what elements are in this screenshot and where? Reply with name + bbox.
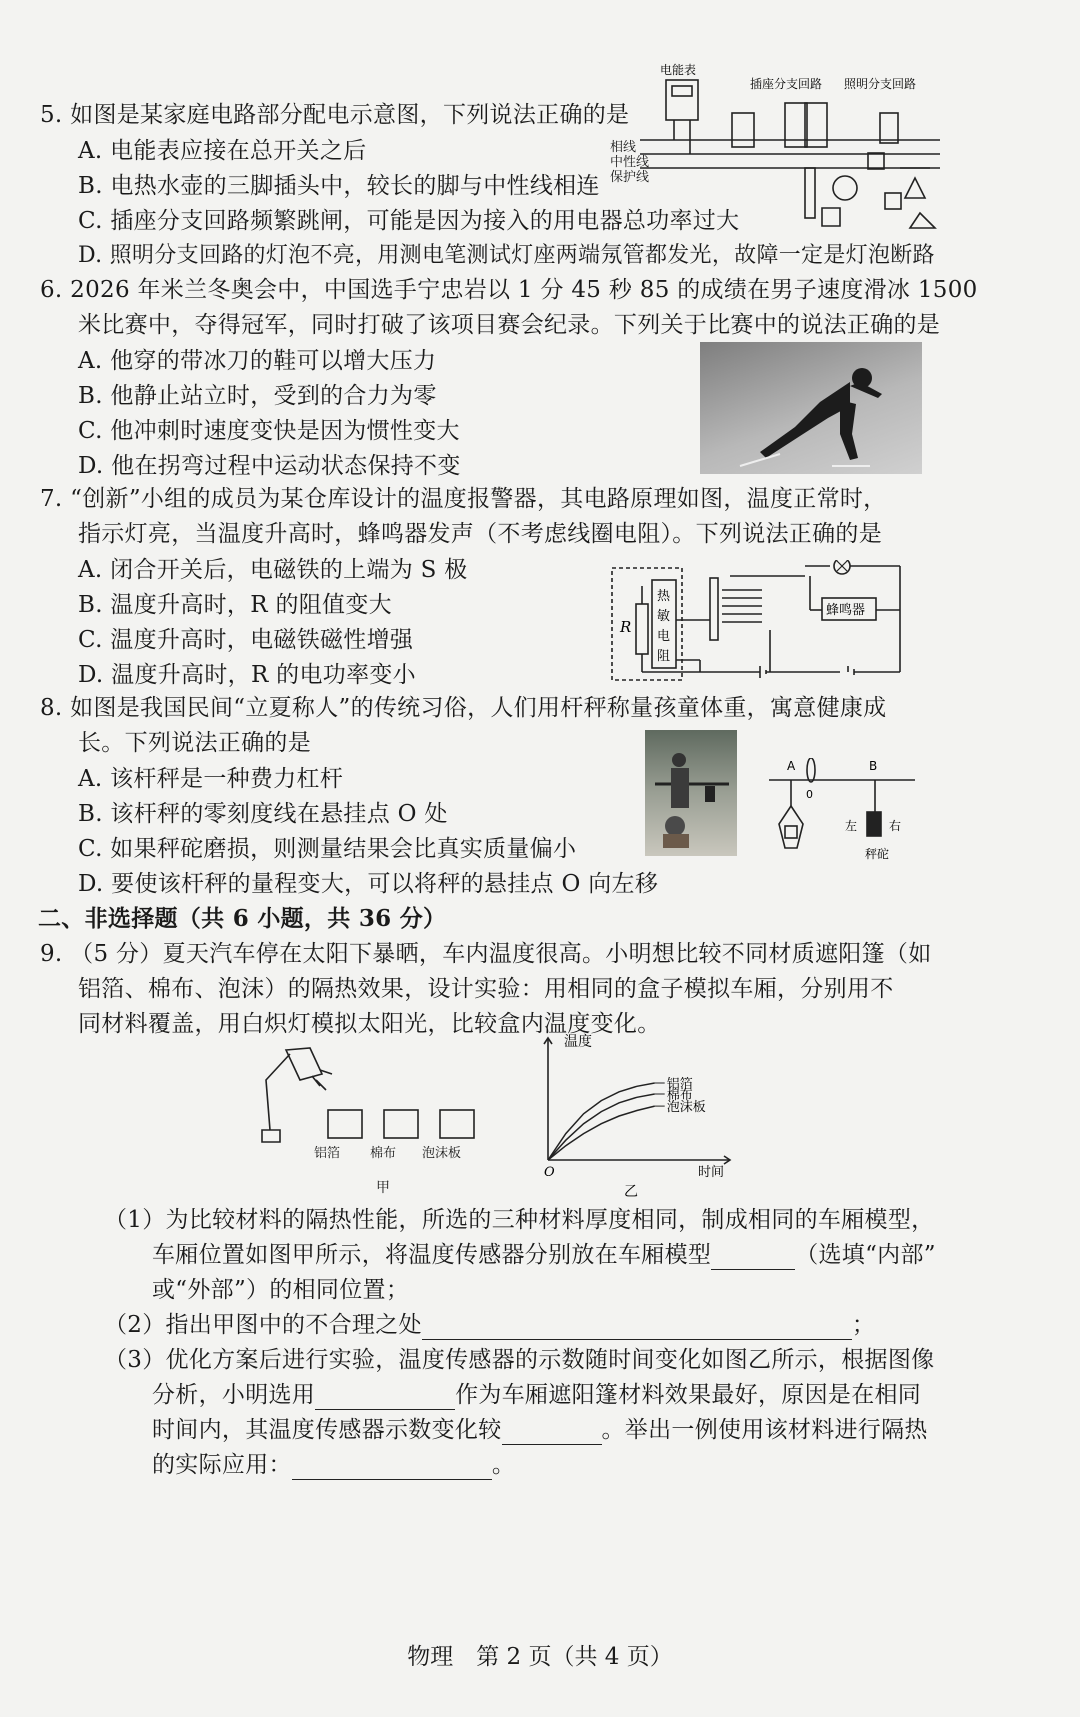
q8-option-b: B. 该杆秤的零刻度线在悬挂点 O 处 bbox=[78, 801, 448, 827]
q6-option-a: A. 他穿的带冰刀的鞋可以增大压力 bbox=[78, 348, 437, 374]
fig-yi-chart bbox=[530, 1030, 780, 1202]
q9-sub3-line3 bbox=[152, 1415, 928, 1445]
series-line-3 bbox=[548, 1106, 655, 1160]
q9-sub3-line3-text: 时间内，其温度传感器示数变化较 bbox=[152, 1417, 502, 1443]
q9-sub3-material-blank[interactable] bbox=[315, 1385, 455, 1410]
box-label-cotton: 棉布 bbox=[370, 1146, 397, 1161]
q9-stem-line3: 同材料覆盖，用白炽灯模拟太阳光，比较盒内温度变化。 bbox=[78, 1011, 661, 1037]
fig-jia-caption: 甲 bbox=[376, 1180, 390, 1196]
q9-sub3-line4 bbox=[152, 1450, 515, 1480]
q9-sub2-suffix: ； bbox=[851, 1312, 876, 1338]
weighing-custom-photo bbox=[645, 730, 737, 856]
resistor-r-label: R bbox=[620, 618, 632, 636]
speed-skater-photo bbox=[700, 342, 922, 474]
box-label-foam: 泡沫板 bbox=[422, 1146, 462, 1161]
series-label-3: 泡沫板 bbox=[666, 1100, 706, 1116]
q9-sub3-line2-text: 分析，小明选用 bbox=[152, 1382, 316, 1408]
q9-sub3-line3-suffix: 。举出一例使用该材料进行隔热 bbox=[601, 1417, 928, 1443]
q9-sub3-change-blank[interactable] bbox=[502, 1420, 602, 1445]
q8-option-c: C. 如果秤砣磨损，则测量结果会比真实质量偏小 bbox=[78, 836, 577, 862]
q5-option-a: A. 电能表应接在总开关之后 bbox=[78, 138, 367, 164]
q5-option-c: C. 插座分支回路频繁跳闸，可能是因为接入的用电器总功率过大 bbox=[78, 208, 740, 234]
lamp-and-boxes-drawing bbox=[250, 1040, 510, 1190]
q7-stem-line2: 指示灯亮，当温度升高时，蜂鸣器发声（不考虑线圈电阻）。下列说法正确的是 bbox=[78, 521, 882, 547]
q8-option-a: A. 该杆秤是一种费力杠杆 bbox=[78, 766, 344, 792]
q6-stem-line1: 6. 2026 年米兰冬奥会中，中国选手宁忠岩以 1 分 45 秒 85 的成绩在男子速度滑冰 1500 bbox=[40, 277, 978, 303]
thermistor-char-1: 热 bbox=[657, 589, 671, 604]
q5-stem: 5. 如图是某家庭电路部分配电示意图，下列说法正确的是 bbox=[40, 102, 630, 128]
q6-option-b: B. 他静止站立时，受到的合力为零 bbox=[78, 383, 437, 409]
buzzer-label: 蜂鸣器 bbox=[826, 603, 866, 618]
q5-option-d: D. 照明分支回路的灯泡不亮，用测电笔测试灯座两端氖管都发光，故障一定是灯泡断路 bbox=[78, 243, 935, 268]
q8-stem-line1: 8. 如图是我国民间“立夏称人”的传统习俗，人们用杆秤称量孩童体重，寓意健康成 bbox=[40, 695, 887, 721]
q9-sub1-line2-text: 车厢位置如图甲所示，将温度传感器分别放在车厢模型 bbox=[152, 1242, 712, 1268]
fig-yi-caption: 乙 bbox=[624, 1184, 638, 1200]
neutral-wire-label: 中性线 bbox=[610, 155, 650, 170]
q9-sub1-line2-suffix: （选填“内部” bbox=[795, 1242, 936, 1268]
x-axis-label: 时间 bbox=[698, 1165, 725, 1180]
box-label-foil: 铝箔 bbox=[314, 1146, 341, 1161]
socket-branch-label: 插座分支回路 bbox=[750, 77, 823, 91]
q7-option-a: A. 闭合开关后，电磁铁的上端为 S 极 bbox=[78, 557, 468, 583]
q9-sub1-line2 bbox=[152, 1240, 936, 1270]
q9-sub1-line1: （1）为比较材料的隔热性能，所选的三种材料厚度相同，制成相同的车厢模型， bbox=[104, 1207, 935, 1233]
thermistor-char-4: 阻 bbox=[657, 649, 671, 664]
q6-option-c: C. 他冲刺时速度变快是因为惯性变大 bbox=[78, 418, 460, 444]
q9-sub1-line3: 或“外部”）的相同位置； bbox=[152, 1277, 410, 1303]
q6-stem-line2: 米比赛中，夺得冠军，同时打破了该项目赛会纪录。下列关于比赛中的说法正确的是 bbox=[78, 312, 941, 338]
q5-option-b: B. 电热水壶的三脚插头中，较长的脚与中性线相连 bbox=[78, 173, 600, 199]
q7-option-c: C. 温度升高时，电磁铁磁性增强 bbox=[78, 627, 414, 653]
q8-steelyard-diagram bbox=[765, 758, 925, 866]
q6-option-d: D. 他在拐弯过程中运动状态保持不变 bbox=[78, 453, 461, 479]
meter-label: 电能表 bbox=[660, 63, 697, 77]
series-label-1: 铝箔 bbox=[666, 1077, 693, 1092]
origin-label: O bbox=[544, 1165, 555, 1180]
thermistor-char-3: 电 bbox=[657, 629, 671, 644]
point-b-label: B bbox=[869, 759, 878, 773]
q9-stem-line1: 9. （5 分）夏天汽车停在太阳下暴晒，车内温度很高。小明想比较不同材质遮阳篷（如 bbox=[40, 941, 932, 967]
series-line-2 bbox=[548, 1094, 655, 1160]
weight-label: 秤砣 bbox=[865, 847, 890, 861]
ground-wire-label: 保护线 bbox=[610, 170, 650, 185]
q7-stem-line1: 7. “创新”小组的成员为某仓库设计的温度报警器，其电路原理如图，温度正常时， bbox=[40, 486, 887, 512]
right-label: 右 bbox=[889, 819, 902, 833]
y-axis-label: 温度 bbox=[564, 1034, 592, 1050]
q9-stem-line2: 铝箔、棉布、泡沫）的隔热效果，设计实验：用相同的盒子模拟车厢，分别用不 bbox=[78, 976, 894, 1002]
point-a-label: A bbox=[787, 759, 796, 773]
q9-sub3-line2 bbox=[152, 1380, 921, 1410]
q9-sub2-text: （2）指出甲图中的不合理之处 bbox=[104, 1312, 422, 1338]
q9-sub3-application-blank[interactable] bbox=[292, 1455, 492, 1480]
q8-stem-line2: 长。下列说法正确的是 bbox=[78, 730, 311, 756]
q9-sub3-line2-suffix: 作为车厢遮阳篷材料效果最好，原因是在相同 bbox=[455, 1382, 922, 1408]
q9-sub3-line4-suffix: 。 bbox=[491, 1452, 516, 1478]
left-label: 左 bbox=[845, 819, 858, 833]
q7-option-b: B. 温度升高时，R 的阻值变大 bbox=[78, 592, 392, 618]
point-o-label: 0 bbox=[806, 788, 813, 801]
series-label-2: 棉布 bbox=[666, 1088, 693, 1103]
live-wire-label: 相线 bbox=[610, 140, 637, 155]
q7-option-d: D. 温度升高时，R 的电功率变小 bbox=[78, 662, 416, 688]
household-circuit-diagram bbox=[640, 58, 960, 238]
section2-heading: 二、非选择题（共 6 小题，共 36 分） bbox=[38, 905, 447, 932]
q7-alarm-circuit bbox=[610, 560, 910, 684]
fig-jia-setup bbox=[250, 1040, 510, 1200]
series-line-1 bbox=[548, 1083, 655, 1160]
thermistor-char-2: 敏 bbox=[657, 609, 671, 624]
q8-option-d: D. 要使该杆秤的量程变大，可以将秤的悬挂点 O 向左移 bbox=[78, 871, 659, 897]
q5-circuit-figure bbox=[610, 58, 960, 238]
q9-sub2 bbox=[104, 1310, 875, 1340]
q9-sub3-line4-text: 的实际应用： bbox=[152, 1452, 292, 1478]
page-footer: 物理 第 2 页（共 4 页） bbox=[407, 1644, 673, 1670]
q9-sub3-line1: （3）优化方案后进行实验，温度传感器的示数随时间变化如图乙所示，根据图像 bbox=[104, 1347, 935, 1373]
q9-sub2-answer-blank[interactable] bbox=[422, 1315, 852, 1340]
light-branch-label: 照明分支回路 bbox=[844, 77, 917, 91]
temperature-time-chart bbox=[530, 1030, 780, 1202]
q9-sub1-answer-blank[interactable] bbox=[711, 1245, 795, 1270]
